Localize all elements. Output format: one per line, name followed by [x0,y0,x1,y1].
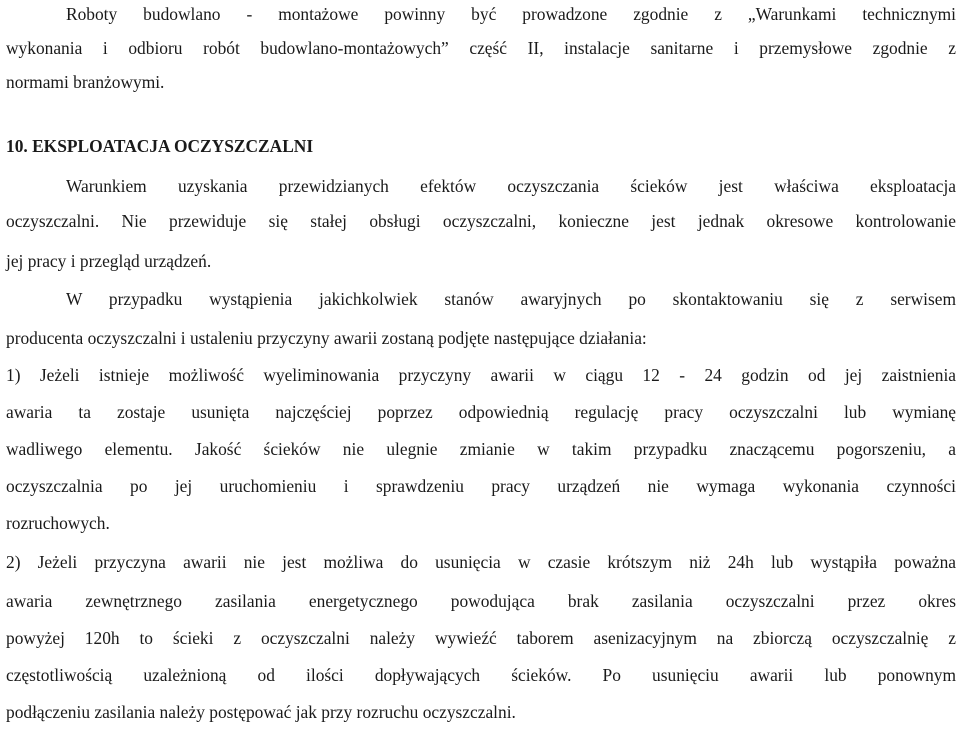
case1-line-4: oczyszczalnia po jej uruchomieniu i sprawdzeniu pracy urządzeń nie wymaga wykonania czynności [6,476,956,496]
case1-line-1: 1) Jeżeli istnieje możliwość wyeliminowania przyczyny awarii w ciągu 12 - 24 godzin od jej zaistnienia [6,365,956,385]
exploitation-line-3: jej pracy i przegląd urządzeń. [6,251,212,271]
case2-line-2: awaria zewnętrznego zasilania energetycznego powodująca brak zasilania oczyszczalni przez okres [6,591,956,611]
case2-line-5: podłączeniu zasilania należy postępować jak przy rozruchu oczyszczalni. [6,702,516,722]
intro-line-1: Roboty budowlano - montażowe powinny być prowadzone zgodnie z „Warunkami technicznymi [66,4,956,24]
case1-line-5: rozruchowych. [6,513,110,533]
emergency-line-1: W przypadku wystąpienia jakichkolwiek stanów awaryjnych po skontaktowaniu się z serwisem [66,289,956,309]
case1-line-2: awaria ta zostaje usunięta najczęściej poprzez odpowiednią regulację pracy oczyszczalni lub wymianę [6,402,956,422]
exploitation-line-2: oczyszczalni. Nie przewiduje się stałej obsługi oczyszczalni, konieczne jest jednak okresowe kontrolowanie [6,211,956,231]
emergency-line-2: producenta oczyszczalni i ustaleniu przyczyny awarii zostaną podjęte następujące działania: [6,328,647,348]
case2-line-4: częstotliwością uzależnioną od ilości dopływających ścieków. Po usunięciu awarii lub ponownym [6,665,956,685]
exploitation-line-1: Warunkiem uzyskania przewidzianych efektów oczyszczania ścieków jest właściwa eksploatacja [66,176,956,196]
case2-line-3: powyżej 120h to ścieki z oczyszczalni należy wywieźć taborem asenizacyjnym na zbiorczą oczyszczalnię z [6,628,956,648]
intro-line-2: wykonania i odbioru robót budowlano-montażowych” część II, instalacje sanitarne i przemysłowe zgodnie z [6,38,956,58]
case2-line-1: 2) Jeżeli przyczyna awarii nie jest możliwa do usunięcia w czasie krótszym niż 24h lub wystąpiła poważna [6,552,956,572]
case1-line-3: wadliwego elementu. Jakość ścieków nie ulegnie zmianie w takim przypadku znaczącemu pogorszeniu, a [6,439,956,459]
section-heading: 10. EKSPLOATACJA OCZYSZCZALNI [6,136,314,156]
intro-line-3: normami branżowymi. [6,72,165,92]
